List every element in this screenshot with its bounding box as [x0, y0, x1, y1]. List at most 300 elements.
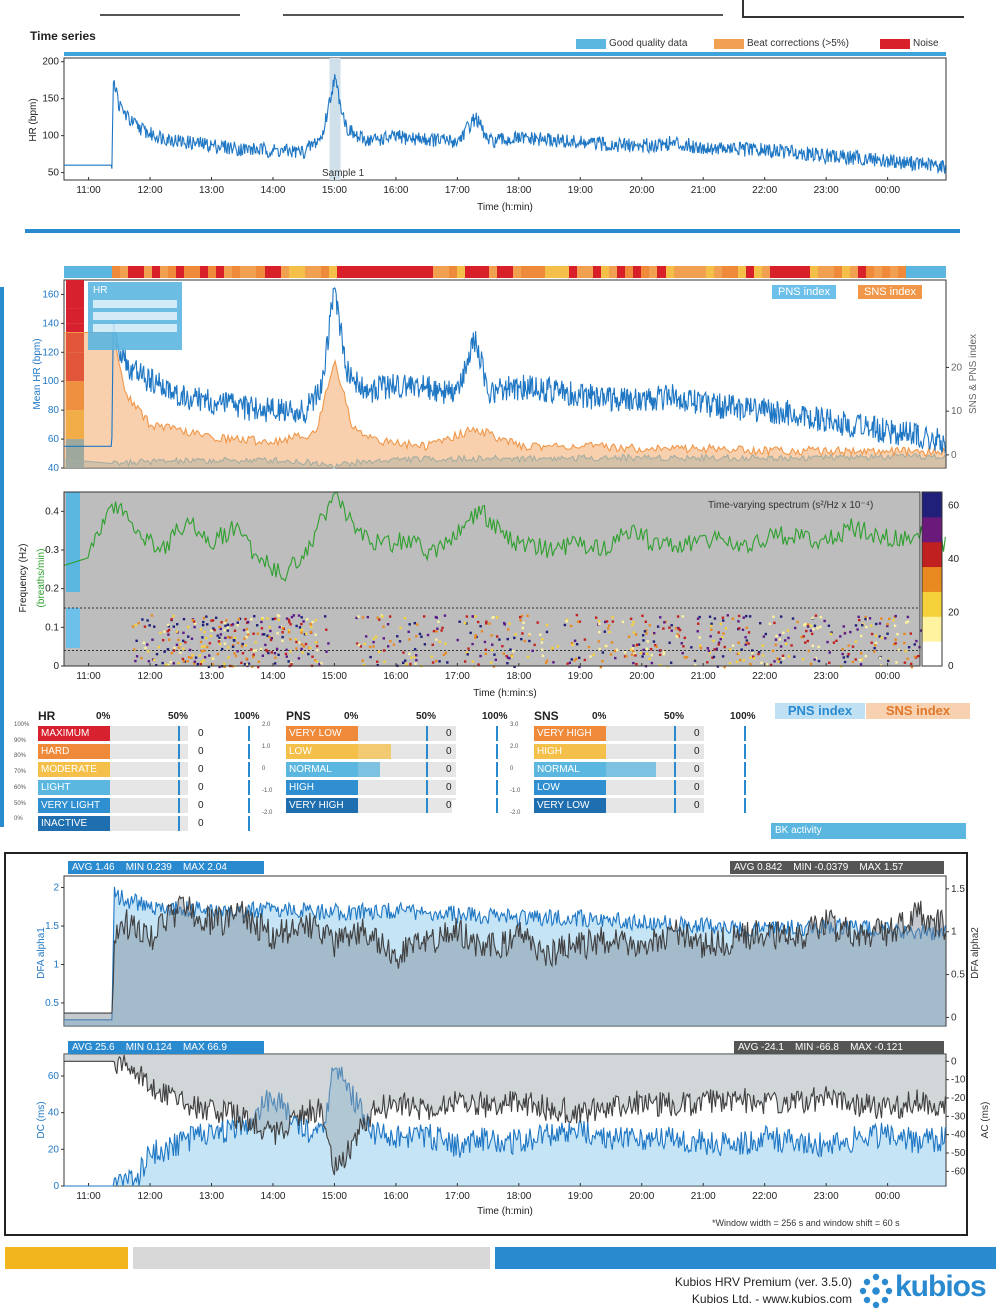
zone-value: 0	[694, 764, 700, 775]
dfa-y-tick-label: 1	[53, 959, 59, 971]
quality-segment	[521, 266, 529, 278]
spectrum-cell	[247, 634, 249, 636]
quality-segment	[818, 266, 826, 278]
zone-edge-marker	[248, 798, 250, 813]
zone-scale-label: 0%	[96, 711, 111, 722]
spectrum-cell	[187, 626, 189, 628]
spectrum-cell	[531, 650, 533, 652]
quality-segment	[850, 266, 858, 278]
spectrum-cell	[191, 638, 193, 640]
spectrum-cell	[200, 663, 202, 665]
quality-segment	[345, 266, 353, 278]
spectrum-cell	[381, 615, 383, 617]
spectrum-cell	[671, 624, 673, 626]
spectrum-cell	[663, 651, 665, 653]
spectrum-cell	[645, 632, 647, 634]
spectrum-cell	[261, 627, 263, 629]
spectrum-cell	[245, 657, 247, 659]
quality-segment	[601, 266, 609, 278]
spectrum-cell	[437, 621, 439, 623]
quality-segment	[305, 266, 313, 278]
spectrum-cell	[570, 625, 572, 627]
spectrum-cell	[246, 631, 248, 633]
spectrum-cell	[635, 633, 637, 635]
spectrum-cell	[203, 649, 205, 651]
spectrum-cell	[608, 631, 610, 633]
spectrum-cell	[144, 647, 146, 649]
spectrum-cell	[646, 648, 648, 650]
quality-segment	[393, 266, 401, 278]
spectrum-cell	[564, 624, 566, 626]
quality-segment	[120, 266, 128, 278]
spec-y-tick-label: 0.1	[45, 622, 59, 634]
spectrum-cell	[269, 630, 271, 632]
spec-x-tick-label: 00:00	[875, 671, 901, 682]
colorbar-tick-label: 20	[948, 607, 960, 619]
spectrum-cell	[804, 623, 806, 625]
tv-legend-chip: PNS index	[772, 285, 836, 299]
colorbar-segment	[922, 591, 942, 616]
spectrum-cell	[812, 645, 814, 647]
zone-value: 0	[446, 746, 452, 757]
spectrum-cell	[784, 639, 786, 641]
zone-left-scale: -1.0	[510, 788, 521, 794]
spectrum-cell	[432, 661, 434, 663]
zone-header-hr: HR	[38, 709, 56, 723]
spectrum-cell	[612, 620, 614, 622]
zone-median-marker	[426, 744, 428, 759]
spectrum-cell	[724, 646, 726, 648]
quality-segment	[72, 266, 80, 278]
spectrum-cell	[749, 657, 751, 659]
quality-segment	[834, 266, 842, 278]
spectrum-cell	[197, 663, 199, 665]
zone-value: 0	[446, 728, 452, 739]
spectrum-cell	[288, 631, 290, 633]
spectrum-cell	[414, 663, 416, 665]
spectrum-cell	[910, 632, 912, 634]
zone-left-scale: 2.0	[510, 744, 519, 750]
spec-x-tick-label: 23:00	[813, 671, 839, 682]
spectrum-cell	[896, 633, 898, 635]
spectrum-cell	[301, 643, 303, 645]
spectrum-cell	[224, 622, 226, 624]
spectrum-cell	[729, 648, 731, 650]
spectrum-cell	[598, 620, 600, 622]
spectrum-cell	[636, 644, 638, 646]
hr2-y2-tick-label: 10	[951, 406, 963, 418]
spectrum-cell	[775, 644, 777, 646]
footer-bar-blue	[495, 1247, 996, 1269]
spectrum-cell	[289, 623, 291, 625]
spectrum-cell	[490, 661, 492, 663]
spectrum-cell	[787, 637, 789, 639]
colorbar-segment	[922, 567, 942, 592]
zone-level-label: INACTIVE	[38, 816, 110, 831]
spectrum-cell	[601, 660, 603, 662]
spectrum-cell	[278, 619, 280, 621]
quality-segment	[569, 266, 577, 278]
spectrum-cell	[305, 633, 307, 635]
spectrum-cell	[202, 624, 204, 626]
spectrum-cell	[718, 643, 720, 645]
zone-level-label: HARD	[38, 744, 110, 759]
quality-segment	[168, 266, 176, 278]
dfa-y-tick-label: 2	[53, 882, 59, 894]
spectrum-cell	[907, 616, 909, 618]
quality-segment	[537, 266, 545, 278]
hr2-y-tick-label: 100	[42, 376, 59, 388]
spectrum-cell	[212, 619, 214, 621]
spectrum-cell	[805, 630, 807, 632]
spectrum-cell	[738, 627, 740, 629]
spectrum-cell	[858, 619, 860, 621]
spectrum-cell	[646, 653, 648, 655]
spectrum-cell	[378, 651, 380, 653]
spectrum-cell	[869, 617, 871, 619]
spectrum-cell	[745, 615, 747, 617]
spectrum-cell	[316, 645, 318, 647]
spectrum-cell	[148, 660, 150, 662]
spectrum-cell	[903, 633, 905, 635]
spectrum-cell	[632, 644, 634, 646]
spectrum-cell	[383, 649, 385, 651]
spectrum-cell	[435, 630, 437, 632]
quality-segment	[922, 266, 930, 278]
dc-ylabel: DC (ms)	[36, 1101, 47, 1139]
ts-x-tick-label: 18:00	[506, 185, 532, 196]
spectrum-cell	[914, 643, 916, 645]
spectrum-cell	[632, 621, 634, 623]
spectrum-chart	[0, 488, 1001, 703]
spectrum-cell	[657, 625, 659, 627]
spectrum-cell	[714, 617, 716, 619]
spectrum-cell	[895, 615, 897, 617]
spectrum-cell	[823, 620, 825, 622]
quality-segment	[232, 266, 240, 278]
spectrum-cell	[844, 661, 846, 663]
spectrum-cell	[904, 650, 906, 652]
spectrum-cell	[220, 628, 222, 630]
spectrum-cell	[852, 645, 854, 647]
spectrum-cell	[651, 662, 653, 664]
spectrum-cell	[598, 623, 600, 625]
spectrum-cell	[224, 637, 226, 639]
quality-segment	[321, 266, 329, 278]
spectrum-cell	[200, 628, 202, 630]
zone-left-scale: 0%	[14, 816, 23, 823]
zone-value: 0	[694, 800, 700, 811]
spectrum-cell	[290, 663, 292, 665]
zone-median-marker	[426, 726, 428, 741]
spectrum-cell	[584, 659, 586, 661]
zone-scale-label: 100%	[482, 711, 508, 722]
zone-header-pns: PNS	[286, 709, 311, 723]
dfa-chart	[0, 858, 1001, 1038]
spectrum-cell	[423, 615, 425, 617]
ts-y-tick-label: 200	[42, 56, 59, 68]
dfa-stats-right: AVG 0.842 MIN -0.0379 MAX 1.57	[730, 861, 944, 874]
quality-segment	[144, 266, 152, 278]
spectrum-cell	[177, 662, 179, 664]
spectrum-cell	[496, 616, 498, 618]
spectrum-cell	[133, 648, 135, 650]
spectrum-cell	[410, 657, 412, 659]
spectrum-cell	[677, 615, 679, 617]
quality-segment	[914, 266, 922, 278]
spectrum-cell	[167, 648, 169, 650]
spectrum-cell	[643, 649, 645, 651]
spectrum-cell	[173, 625, 175, 627]
quality-segment	[698, 266, 706, 278]
spectrum-cell	[593, 654, 595, 656]
spectrum-cell	[253, 615, 255, 617]
spectrum-cell	[720, 638, 722, 640]
zone-level-label: LIGHT	[38, 780, 110, 795]
spectrum-cell	[737, 620, 739, 622]
zone-median-marker	[674, 780, 676, 795]
spectrum-cell	[365, 635, 367, 637]
spectrum-cell	[780, 645, 782, 647]
spectrum-cell	[860, 635, 862, 637]
spectrum-cell	[651, 654, 653, 656]
section-divider	[25, 229, 960, 233]
spectrum-cell	[762, 654, 764, 656]
spectrum-cell	[134, 660, 136, 662]
spectrum-cell	[569, 662, 571, 664]
spectrum-cell	[713, 648, 715, 650]
spectrum-cell	[232, 646, 234, 648]
quality-segment	[882, 266, 890, 278]
spectrum-cell	[203, 631, 205, 633]
quality-segment	[208, 266, 216, 278]
spectrum-cell	[571, 644, 573, 646]
hr2-y-tick-label: 80	[47, 405, 59, 417]
spectrum-cell	[907, 620, 909, 622]
spectrum-cell	[286, 655, 288, 657]
quality-segment	[184, 266, 192, 278]
spectrum-cell	[267, 652, 269, 654]
spectrum-cell	[804, 641, 806, 643]
spectrum-cell	[835, 640, 837, 642]
zone-level-label: LOW	[286, 744, 358, 759]
spectrum-cell	[659, 654, 661, 656]
spectrum-cell	[886, 633, 888, 635]
spectrum-cell	[310, 631, 312, 633]
quality-strip	[64, 266, 946, 278]
spectrum-cell	[252, 656, 254, 658]
spectrum-cell	[521, 632, 523, 634]
spectrum-cell	[227, 629, 229, 631]
spectrum-cell	[887, 660, 889, 662]
quality-segment	[625, 266, 633, 278]
colorbar-segment	[922, 492, 942, 517]
spectrum-cell	[507, 638, 509, 640]
spec-x-tick-label: 20:00	[629, 671, 655, 682]
spectrum-cell	[300, 623, 302, 625]
spectrum-cell	[206, 646, 208, 648]
dc-y2-tick-label: -20	[951, 1093, 966, 1104]
quality-segment	[88, 266, 96, 278]
spectrum-cell	[614, 650, 616, 652]
spectrum-cell	[435, 660, 437, 662]
spectrum-cell	[573, 659, 575, 661]
spectrum-cell	[630, 618, 632, 620]
spectrum-cell	[807, 625, 809, 627]
quality-segment	[826, 266, 834, 278]
quality-segment	[545, 266, 553, 278]
quality-segment	[80, 266, 88, 278]
spectrum-cell	[875, 642, 877, 644]
lf-band-bar	[66, 608, 80, 648]
dc-ac-chart	[0, 1036, 1001, 1221]
spectrum-cell	[904, 661, 906, 663]
zone-legend-sns: SNS index	[866, 703, 970, 719]
spectrum-cell	[295, 647, 297, 649]
zone-value: 0	[694, 728, 700, 739]
spectrum-cell	[419, 633, 421, 635]
zone-median-marker	[178, 744, 180, 759]
colorbar-tick-label: 0	[948, 661, 954, 672]
spectrum-cell	[710, 625, 712, 627]
spectrum-cell	[295, 625, 297, 627]
spectrum-cell	[438, 660, 440, 662]
spectrum-cell	[212, 658, 214, 660]
quality-segment	[192, 266, 200, 278]
spectrum-cell	[168, 629, 170, 631]
spectrum-cell	[645, 621, 647, 623]
spectrum-cell	[302, 620, 304, 622]
ts-x-tick-label: 23:00	[813, 185, 839, 196]
spectrum-cell	[815, 614, 817, 616]
spectrum-cell	[738, 652, 740, 654]
spectrum-cell	[146, 619, 148, 621]
dc-x-tick-label: 15:00	[321, 1191, 347, 1202]
spectrum-cell	[625, 655, 627, 657]
spectrum-cell	[177, 639, 179, 641]
spectrum-cell	[261, 618, 263, 620]
spectrum-cell	[740, 648, 742, 650]
quality-segment	[513, 266, 521, 278]
spectrum-cell	[653, 640, 655, 642]
spec-y-tick-label: 0.4	[45, 506, 59, 518]
spectrum-cell	[161, 662, 163, 664]
spectrum-cell	[753, 657, 755, 659]
spectrum-cell	[642, 653, 644, 655]
spectrum-cell	[176, 644, 178, 646]
spectrum-cell	[173, 647, 175, 649]
spec-x-tick-label: 18:00	[506, 671, 532, 682]
ac-stats-right: AVG -24.1 MIN -66.8 MAX -0.121	[734, 1041, 944, 1054]
spectrum-cell	[833, 641, 835, 643]
zone-left-scale: 0	[510, 766, 514, 772]
quality-segment	[906, 266, 914, 278]
spectrum-cell	[631, 654, 633, 656]
spectrum-cell	[668, 642, 670, 644]
spectrum-cell	[759, 622, 761, 624]
spectrum-cell	[441, 627, 443, 629]
spectrum-cell	[812, 628, 814, 630]
zone-edge-marker	[744, 744, 746, 759]
zone-median-marker	[426, 762, 428, 777]
spectrum-cell	[794, 627, 796, 629]
spectrum-cell	[809, 625, 811, 627]
spectrum-cell	[908, 646, 910, 648]
quality-segment	[425, 266, 433, 278]
spectrum-cell	[653, 632, 655, 634]
spectrum-cell	[241, 643, 243, 645]
spectrum-cell	[235, 655, 237, 657]
spectrum-cell	[243, 637, 245, 639]
footer-company: Kubios Ltd. - www.kubios.com	[691, 1292, 852, 1306]
spectrum-cell	[742, 629, 744, 631]
spectrum-cell	[589, 655, 591, 657]
spectrum-cell	[608, 624, 610, 626]
spectrum-cell	[712, 640, 714, 642]
spectrum-cell	[409, 663, 411, 665]
spectrum-cell	[699, 645, 701, 647]
spectrum-cell	[814, 625, 816, 627]
spectrum-cell	[852, 661, 854, 663]
spectrum-cell	[855, 640, 857, 642]
spectrum-cell	[729, 662, 731, 664]
spectrum-cell	[800, 636, 802, 638]
ts-x-tick-label: 17:00	[444, 185, 470, 196]
quality-segment	[690, 266, 698, 278]
spectrum-cell	[159, 632, 161, 634]
spec-x-tick-label: 17:00	[444, 671, 470, 682]
colorbar-segment	[922, 641, 942, 666]
spectrum-cell	[221, 648, 223, 650]
spectrum-cell	[244, 618, 246, 620]
quality-segment	[786, 266, 794, 278]
spectrum-cell	[310, 626, 312, 628]
kubios-logo-text: kubios	[895, 1270, 986, 1303]
spectrum-cell	[512, 650, 514, 652]
quality-segment	[553, 266, 561, 278]
spectrum-cell	[230, 636, 232, 638]
spectrum-cell	[631, 647, 633, 649]
zone-median-marker	[178, 816, 180, 831]
quality-segment	[481, 266, 489, 278]
quality-segment	[489, 266, 497, 278]
spectrum-cell	[276, 632, 278, 634]
hr-info-box	[88, 282, 182, 350]
top-rule-2	[283, 14, 723, 16]
dc-y-tick-label: 40	[47, 1107, 59, 1119]
quality-segment	[289, 266, 297, 278]
spectrum-cell	[254, 641, 256, 643]
zone-edge-marker	[496, 744, 498, 759]
zone-scale-label: 100%	[234, 711, 260, 722]
spec-x-tick-label: 19:00	[567, 671, 593, 682]
spectrum-cell	[156, 653, 158, 655]
spectrum-cell	[860, 652, 862, 654]
spectrum-cell	[474, 615, 476, 617]
spectrum-cell	[383, 637, 385, 639]
spec-ylabel: Frequency (Hz)	[18, 543, 29, 613]
spectrum-cell	[897, 648, 899, 650]
spectrum-cell	[506, 662, 508, 664]
quality-segment	[176, 266, 184, 278]
zone-edge-marker	[248, 780, 250, 795]
spectrum-cell	[488, 622, 490, 624]
spectrum-cell	[281, 636, 283, 638]
mean-hr-series	[64, 288, 945, 453]
quality-segment	[248, 266, 256, 278]
dc-x-tick-label: 23:00	[813, 1191, 839, 1202]
spectrum-cell	[793, 656, 795, 658]
